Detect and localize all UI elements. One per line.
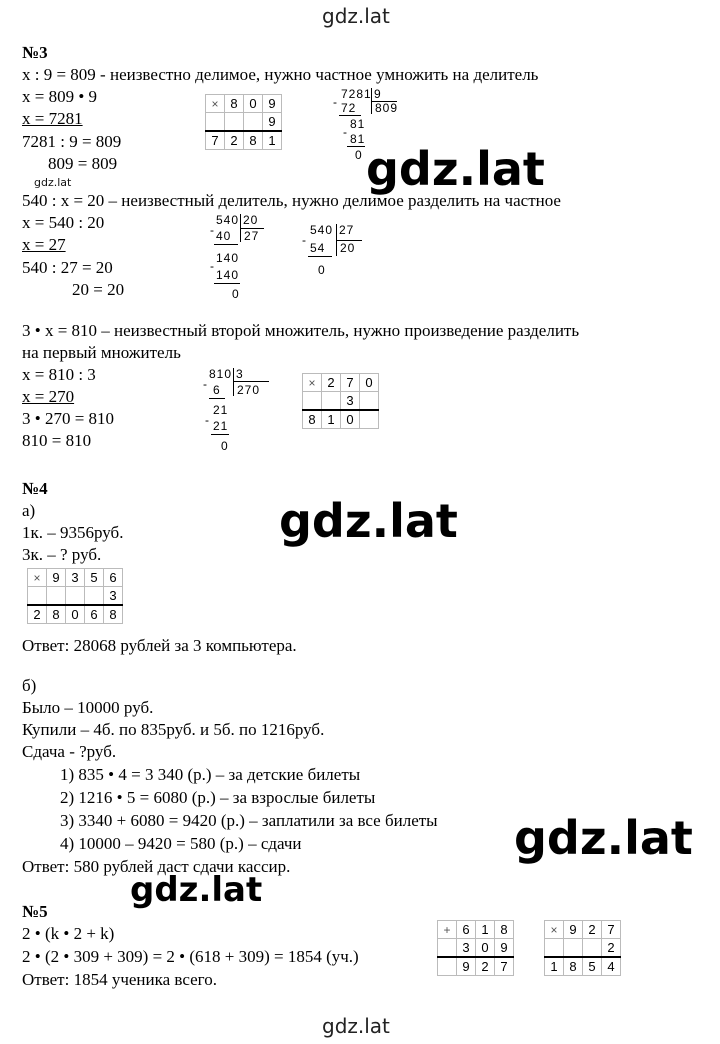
grid-cell — [545, 939, 564, 958]
grid-cell: 8 — [303, 410, 322, 429]
division-rem2: 0 — [355, 148, 363, 162]
task-3-p2-line3: x = 27 — [22, 235, 66, 254]
task-3-p2-line2: x = 540 : 20 — [22, 213, 105, 232]
grid-cell: 8 — [225, 95, 244, 113]
grid-cell: 1 — [545, 957, 564, 976]
grid-cell: 1 — [263, 131, 282, 150]
grid-cell: 3 — [104, 587, 123, 606]
grid-cell: 2 — [225, 131, 244, 150]
long-division-810-3: 810 3 270 - 6 21 - 21 0 — [203, 368, 273, 456]
grid-cell: 6 — [85, 605, 104, 624]
grid-cell: 7 — [495, 957, 514, 976]
watermark-2: gdz.lat — [279, 494, 458, 548]
grid-cell — [28, 587, 47, 606]
grid-cell: × — [303, 374, 322, 392]
grid-cell: + — [438, 921, 457, 939]
task-3-p2-line5: 20 = 20 — [72, 280, 125, 299]
grid-cell: 0 — [341, 410, 360, 429]
task-3-p1-line4: 7281 : 9 = 809 — [22, 132, 122, 151]
grid-cell: 5 — [583, 957, 602, 976]
grid-cell — [438, 939, 457, 958]
grid-cell: 2 — [476, 957, 495, 976]
task-3-p1-line3: x = 7281 — [22, 109, 83, 128]
grid-cell: 0 — [360, 374, 379, 392]
grid-cell — [322, 392, 341, 411]
mult-grid-270x3 — [302, 373, 379, 429]
grid-cell: 1 — [322, 410, 341, 429]
task-4b-step1: 1) 835 • 4 = 3 340 (р.) – за детские билеты — [60, 765, 361, 784]
grid-cell: 9 — [495, 939, 514, 958]
grid-cell: 2 — [583, 921, 602, 939]
grid-cell: 6 — [104, 569, 123, 587]
grid-cell: 8 — [495, 921, 514, 939]
task-3-p2-line1: 540 : x = 20 – неизвестный делитель, нужно делимое разделить на частное — [22, 191, 561, 210]
grid-cell: 9 — [263, 95, 282, 113]
division-rem2: 0 — [221, 439, 229, 453]
task-3-p1-line5: 809 = 809 — [48, 154, 118, 173]
division-sub1: 6 — [213, 383, 221, 397]
grid-cell: 7 — [341, 374, 360, 392]
grid-cell: 3 — [457, 939, 476, 958]
mult-grid-927x2 — [544, 920, 621, 976]
grid-cell — [66, 587, 85, 606]
task-3-p3-line4: 3 • 270 = 810 — [22, 409, 115, 428]
grid-cell: 5 — [85, 569, 104, 587]
grid-cell: 3 — [66, 569, 85, 587]
division-sub2: 21 — [213, 419, 229, 433]
grid-cell: 2 — [28, 605, 47, 624]
footer-watermark: gdz.lat — [322, 1014, 390, 1038]
long-division-540-27: 540 27 20 - 54 0 — [302, 224, 368, 284]
division-sub1: 54 — [310, 241, 326, 255]
task-4b-step4: 4) 10000 – 9420 = 580 (р.) – сдачи — [60, 834, 302, 853]
task-4b-answer: Ответ: 580 рублей даст сдачи кассир. — [22, 857, 291, 876]
task-4b-line1: Было – 10000 руб. — [22, 698, 154, 717]
grid-cell — [303, 392, 322, 411]
grid-cell: 0 — [244, 95, 263, 113]
grid-cell: 8 — [47, 605, 66, 624]
watermark-4: gdz.lat — [130, 870, 263, 910]
grid-cell: 8 — [564, 957, 583, 976]
watermark-3: gdz.lat — [514, 811, 693, 865]
grid-cell — [360, 410, 379, 429]
grid-cell — [360, 392, 379, 411]
long-division-540-20: 540 20 27 - 40 140 - 140 0 — [210, 214, 270, 304]
task-3-p1-line1: x : 9 = 809 - неизвестно делимое, нужно частное умножить на делитель — [22, 65, 539, 84]
division-divisor: 20 — [243, 213, 259, 227]
task-5-line2: 2 • (2 • 309 + 309) = 2 • (618 + 309) = 1854 (уч.) — [22, 947, 359, 966]
task-3-p3-line1b: на первый множитель — [22, 343, 181, 362]
task-3-title: №3 — [22, 43, 48, 62]
grid-cell — [85, 587, 104, 606]
division-dividend: 810 — [209, 367, 233, 381]
division-sub1: 72 — [341, 101, 357, 115]
task-4b-label: б) — [22, 676, 37, 695]
task-4-title: №4 — [22, 479, 48, 498]
task-3-p3-line5: 810 = 810 — [22, 431, 92, 450]
grid-cell — [225, 113, 244, 132]
task-4a-line2: 3к. – ? руб. — [22, 545, 102, 564]
grid-cell: × — [545, 921, 564, 939]
division-sub1: 40 — [216, 229, 232, 243]
grid-cell: × — [206, 95, 225, 113]
mult-grid-809x9 — [205, 94, 282, 150]
task-5-answer: Ответ: 1854 ученика всего. — [22, 970, 217, 989]
grid-cell: 3 — [341, 392, 360, 411]
division-quotient: 270 — [237, 383, 261, 397]
division-divisor: 3 — [236, 367, 244, 381]
division-sub2: 81 — [350, 132, 366, 146]
grid-cell: 4 — [602, 957, 621, 976]
grid-cell — [47, 587, 66, 606]
task-5-title: №5 — [22, 902, 48, 921]
division-quotient: 20 — [340, 241, 356, 255]
mult-grid-9356x3 — [27, 568, 123, 624]
task-3-p3-line3: x = 270 — [22, 387, 75, 406]
division-rem1: 0 — [318, 263, 326, 277]
task-4b-line3: Сдача - ?руб. — [22, 742, 117, 761]
division-dividend: 7281 — [341, 87, 372, 101]
grid-cell: 1 — [476, 921, 495, 939]
task-4a-line1: 1к. – 9356руб. — [22, 523, 124, 542]
division-quotient: 809 — [375, 101, 399, 115]
grid-cell — [244, 113, 263, 132]
division-sub2: 140 — [216, 268, 240, 282]
division-rem1: 21 — [213, 403, 229, 417]
task-4b-step2: 2) 1216 • 5 = 6080 (р.) – за взрослые билеты — [60, 788, 376, 807]
grid-cell — [438, 957, 457, 976]
grid-cell: 2 — [322, 374, 341, 392]
small-watermark: gdz.lat — [34, 176, 72, 189]
task-4a-answer: Ответ: 28068 рублей за 3 компьютера. — [22, 636, 297, 655]
grid-cell: 7 — [206, 131, 225, 150]
long-division-7281-9: 7281 9 809 - 72 81 - 81 0 — [333, 87, 399, 162]
division-rem1: 81 — [350, 117, 366, 131]
grid-cell: 9 — [457, 957, 476, 976]
division-divisor: 27 — [339, 223, 355, 237]
division-rem1: 140 — [216, 251, 240, 265]
task-3-p3-line2: x = 810 : 3 — [22, 365, 96, 384]
grid-cell: 6 — [457, 921, 476, 939]
watermark-1: gdz.lat — [366, 142, 545, 196]
add-grid-618-309 — [437, 920, 514, 976]
grid-cell — [206, 113, 225, 132]
grid-cell: 9 — [263, 113, 282, 132]
grid-cell: 9 — [47, 569, 66, 587]
task-3-p2-line4: 540 : 27 = 20 — [22, 258, 113, 277]
grid-cell: 8 — [244, 131, 263, 150]
grid-cell — [583, 939, 602, 958]
task-3-p3-line1: 3 • x = 810 – неизвестный второй множитель, нужно произведение разделить — [22, 321, 580, 340]
grid-cell — [564, 939, 583, 958]
grid-cell: 0 — [476, 939, 495, 958]
task-4b-line2: Купили – 4б. по 835руб. и 5б. по 1216руб. — [22, 720, 325, 739]
division-rem2: 0 — [232, 287, 240, 301]
task-4a-label: а) — [22, 501, 36, 520]
division-dividend: 540 — [216, 213, 240, 227]
grid-cell: 2 — [602, 939, 621, 958]
header-watermark: gdz.lat — [322, 4, 390, 28]
grid-cell: 9 — [564, 921, 583, 939]
grid-cell: × — [28, 569, 47, 587]
task-5-line1: 2 • (k • 2 + k) — [22, 924, 115, 943]
grid-cell: 8 — [104, 605, 123, 624]
task-4b-step3: 3) 3340 + 6080 = 9420 (р.) – заплатили за все билеты — [60, 811, 438, 830]
division-quotient: 27 — [244, 229, 260, 243]
grid-cell: 7 — [602, 921, 621, 939]
grid-cell: 0 — [66, 605, 85, 624]
task-3-p1-line2: x = 809 • 9 — [22, 87, 98, 106]
division-dividend: 540 — [310, 223, 334, 237]
division-divisor: 9 — [374, 87, 382, 101]
